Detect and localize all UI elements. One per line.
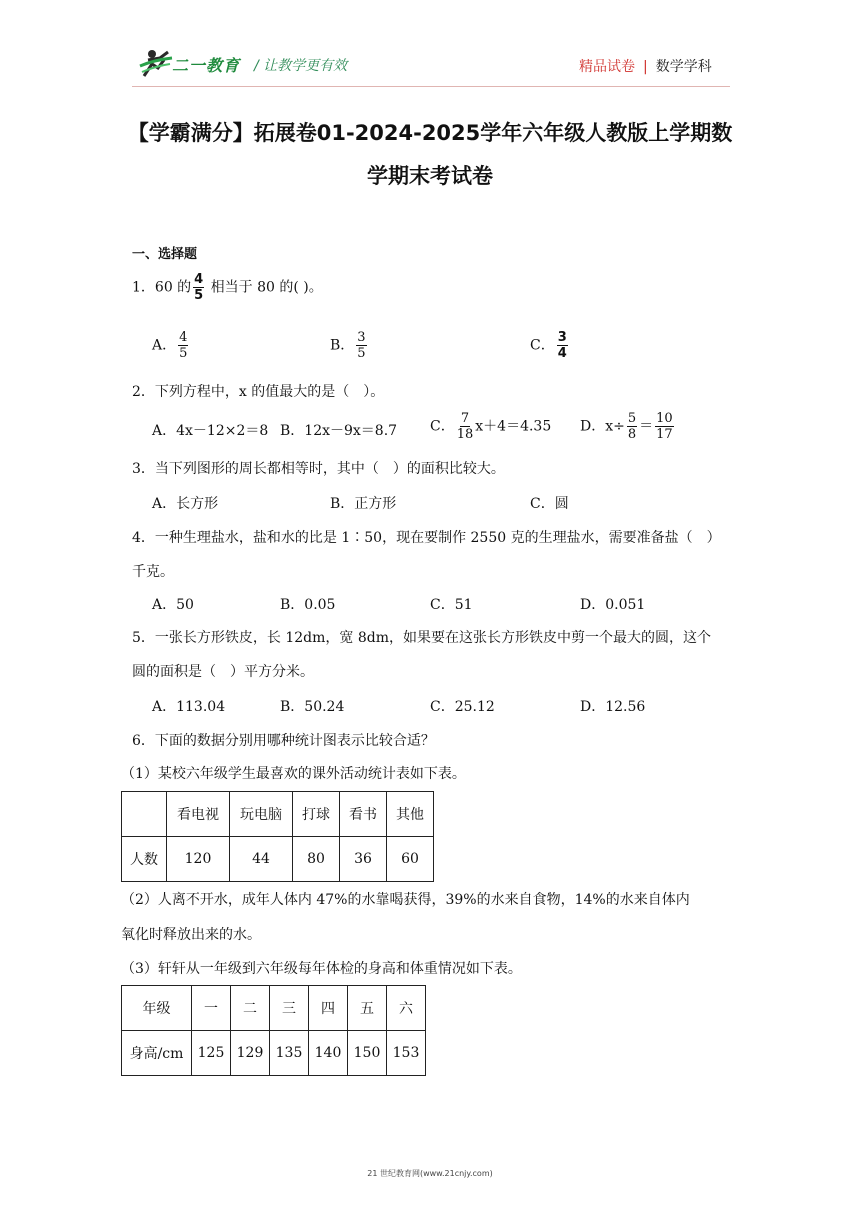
header-slogan: / 让教学更有效 <box>254 58 348 74</box>
q2-option-d-den1: 8 <box>627 427 637 442</box>
q2-option-d-label: D． <box>580 418 606 435</box>
q6-part-3: （3）轩轩从一年级到六年级每年体检的身高和体重情况如下表。 <box>121 961 522 977</box>
q1-option-b-label: B． <box>330 337 355 354</box>
q2-option-d[interactable] <box>580 411 676 442</box>
height-table-cell: 125 <box>192 1031 231 1076</box>
q2-option-d-num1: 5 <box>627 411 637 426</box>
q6-part-2-line-2: 氧化时释放出来的水。 <box>121 927 261 943</box>
q1-fraction <box>193 272 204 303</box>
height-table-header-row <box>122 986 426 1031</box>
q2-option-a[interactable]: A．4x－12×2＝8 <box>152 423 269 439</box>
q2-option-d-fraction-2 <box>655 411 674 442</box>
activity-table-header-cell: 看电视 <box>167 792 230 837</box>
q2-option-d-fraction-1 <box>627 411 637 442</box>
q6-part-2-line-1: （2）人离不开水，成年人体内 47%的水靠喝获得，39%的水来自食物，14%的水来自体内 <box>121 892 690 908</box>
q1-option-b-num: 3 <box>357 330 366 345</box>
q2-option-d-num2: 10 <box>656 411 673 426</box>
activity-table-cell: 80 <box>293 837 340 882</box>
q1-frac-den: 5 <box>194 288 204 303</box>
q1-option-b-den: 5 <box>357 346 366 361</box>
activity-table-cell: 60 <box>387 837 434 882</box>
q2-option-c[interactable] <box>430 411 551 442</box>
activity-table-row <box>122 837 434 882</box>
height-table-cell: 身高/cm <box>122 1031 192 1076</box>
question-4-stem-line-2: 千克。 <box>132 564 174 580</box>
q1-option-b[interactable] <box>330 330 369 361</box>
q1-option-c[interactable] <box>530 330 570 361</box>
page-title-line-1: 【学霸满分】拓展卷01-2024-2025学年六年级人教版上学期数 <box>127 121 733 145</box>
height-table-header-cell: 五 <box>348 986 387 1031</box>
q2-option-c-rest: x＋4＝4.35 <box>475 418 552 435</box>
q1-option-a-fraction <box>178 330 188 361</box>
height-table-row <box>122 1031 426 1076</box>
question-6-stem: 6．下面的数据分别用哪种统计图表示比较合适？ <box>132 733 435 749</box>
activity-table-cell: 44 <box>230 837 293 882</box>
q5-option-b[interactable]: B．50.24 <box>280 699 345 715</box>
q1-option-c-fraction <box>557 330 568 361</box>
activity-table-cell: 120 <box>167 837 230 882</box>
activity-table <box>121 791 434 882</box>
q1-option-a[interactable] <box>152 330 190 361</box>
q2-option-c-label: C． <box>430 418 455 435</box>
q2-option-c-den: 18 <box>456 427 474 442</box>
page-footer: 21 世纪教育网(www.21cnjy.com) <box>367 1169 493 1178</box>
question-1-stem <box>132 272 323 303</box>
q1-option-b-fraction <box>356 330 366 361</box>
header-tag-separator: | <box>643 59 648 75</box>
activity-table-header-cell: 玩电脑 <box>230 792 293 837</box>
q3-option-c[interactable]: C．圆 <box>530 496 569 512</box>
header-tag-left: 精品试卷 <box>579 59 635 75</box>
question-2-stem: 2．下列方程中，x 的值最大的是（ ）。 <box>132 384 385 400</box>
question-5-stem-line-1: 5．一张长方形铁皮，长 12dm，宽 8dm，如果要在这张长方形铁皮中剪一个最大的圆，这个 <box>132 630 712 646</box>
q1-option-a-den: 5 <box>179 346 188 361</box>
q1-stem-pre: 1．60 的 <box>132 279 192 296</box>
q4-option-d[interactable]: D．0.051 <box>580 597 646 613</box>
height-table-cell: 150 <box>348 1031 387 1076</box>
q2-option-d-eq: ＝ <box>639 418 654 435</box>
q5-option-a[interactable]: A．113.04 <box>152 699 226 715</box>
height-table-header-cell: 四 <box>309 986 348 1031</box>
height-table-cell: 140 <box>309 1031 348 1076</box>
q4-option-a[interactable]: A．50 <box>152 597 194 613</box>
q1-stem-post: 相当于 80 的( )。 <box>206 279 323 296</box>
q6-part-1: （1）某校六年级学生最喜欢的课外活动统计表如下表。 <box>121 766 466 782</box>
q2-option-b[interactable]: B．12x－9x＝8.7 <box>280 423 398 439</box>
activity-table-cell: 36 <box>340 837 387 882</box>
q5-option-c[interactable]: C．25.12 <box>430 699 495 715</box>
section-heading-choice: 一、选择题 <box>132 247 198 262</box>
question-3-stem: 3．当下列图形的周长都相等时，其中（ ）的面积比较大。 <box>132 461 505 477</box>
header-tags <box>579 56 712 76</box>
height-table-cell: 135 <box>270 1031 309 1076</box>
activity-table-header-cell: 看书 <box>340 792 387 837</box>
q4-option-b[interactable]: B．0.05 <box>280 597 336 613</box>
q3-option-a[interactable]: A．长方形 <box>152 496 219 512</box>
q4-option-c[interactable]: C．51 <box>430 597 473 613</box>
q2-option-d-den2: 17 <box>656 427 673 442</box>
q3-option-b[interactable]: B．正方形 <box>330 496 397 512</box>
q2-option-c-fraction <box>457 411 474 442</box>
q1-option-c-num: 3 <box>557 330 567 345</box>
page-title-line-2: 学期末考试卷 <box>367 164 493 188</box>
q1-option-c-label: C． <box>530 337 555 354</box>
question-5-stem-line-2: 圆的面积是（ ）平方分米。 <box>132 664 314 680</box>
height-table-cell: 129 <box>231 1031 270 1076</box>
activity-table-header-cell: 其他 <box>387 792 434 837</box>
q5-option-d[interactable]: D．12.56 <box>580 699 646 715</box>
height-table <box>121 985 426 1076</box>
q1-option-c-den: 4 <box>557 346 567 361</box>
activity-table-cell: 人数 <box>122 837 167 882</box>
height-table-header-cell: 三 <box>270 986 309 1031</box>
q1-option-a-num: 4 <box>179 330 188 345</box>
question-4-stem-line-1: 4．一种生理盐水，盐和水的比是 1∶50，现在要制作 2550 克的生理盐水，需要准备盐（ ） <box>132 530 721 546</box>
q1-option-a-label: A． <box>152 337 177 354</box>
activity-table-header-row <box>122 792 434 837</box>
activity-table-header-cell: 打球 <box>293 792 340 837</box>
logo-text: 二一教育 <box>172 56 241 75</box>
height-table-cell: 153 <box>387 1031 426 1076</box>
q2-option-d-pre: x÷ <box>605 418 625 435</box>
q2-option-c-num: 7 <box>460 411 470 426</box>
height-table-header-cell: 六 <box>387 986 426 1031</box>
height-table-header-cell: 二 <box>231 986 270 1031</box>
header-divider <box>132 86 730 87</box>
q1-frac-num: 4 <box>194 272 204 287</box>
activity-table-header-cell <box>122 792 167 837</box>
height-table-header-cell: 年级 <box>122 986 192 1031</box>
header-tag-right: 数学学科 <box>655 59 712 75</box>
height-table-header-cell: 一 <box>192 986 231 1031</box>
